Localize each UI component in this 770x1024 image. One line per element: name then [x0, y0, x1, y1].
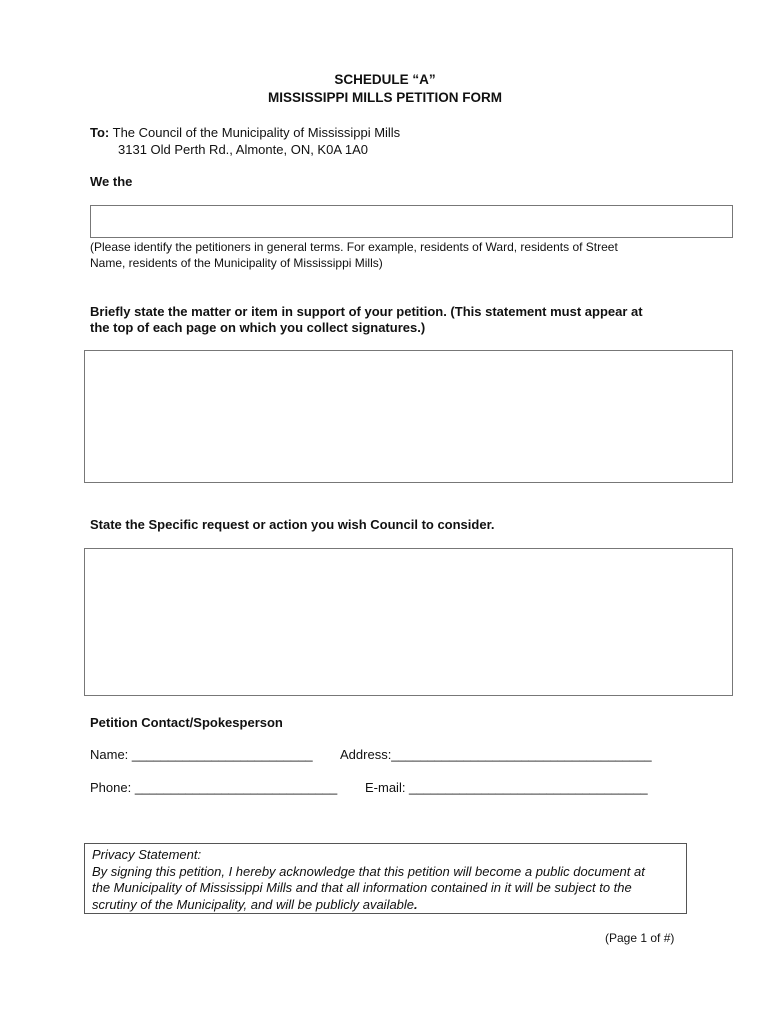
page-number: (Page 1 of #) — [605, 931, 675, 945]
schedule-heading: SCHEDULE “A” — [334, 72, 436, 87]
contact-name-field[interactable]: Name: _________________________ — [90, 747, 313, 762]
petitioners-field[interactable] — [90, 205, 733, 238]
form-title: MISSISSIPPI MILLS PETITION FORM — [267, 90, 502, 105]
request-label: State the Specific request or action you wish Council to consider. — [90, 517, 495, 532]
privacy-line-1: By signing this petition, I hereby acknowledge that this petition will become a public document at — [92, 863, 645, 879]
privacy-line-3-text: scrutiny of the Municipality, and will be publicly available — [92, 896, 415, 912]
contact-email-field[interactable]: E-mail: _________________________________ — [365, 780, 648, 795]
petitioners-hint-line-1: (Please identify the petitioners in general terms. For example, residents of Ward, residents of Street — [90, 240, 618, 254]
contact-address-field[interactable]: Address:____________________________________ — [340, 747, 652, 762]
matter-label-line-2: the top of each page on which you collect signatures.) — [90, 320, 426, 335]
contact-phone-field[interactable]: Phone: ____________________________ — [90, 780, 338, 795]
recipient-name: The Council of the Municipality of Mississippi Mills — [112, 125, 401, 140]
matter-textarea[interactable] — [84, 350, 733, 483]
request-textarea[interactable] — [84, 548, 733, 696]
petitioners-hint-line-2: Name, residents of the Municipality of Mississippi Mills) — [90, 256, 383, 270]
privacy-title: Privacy Statement: — [92, 847, 202, 862]
contact-heading: Petition Contact/Spokesperson — [90, 715, 283, 730]
privacy-line-2: the Municipality of Mississippi Mills and that all information contained in it will be subject to the — [92, 880, 632, 895]
privacy-statement-box — [84, 843, 687, 914]
to-label: To: — [90, 125, 110, 140]
matter-label-line-1: Briefly state the matter or item in support of your petition. (This statement must appear at — [90, 304, 643, 319]
petitioners-label: We the — [90, 174, 133, 189]
recipient-address: 3131 Old Perth Rd., Almonte, ON, K0A 1A0 — [118, 142, 369, 157]
privacy-line-3 — [92, 897, 680, 914]
privacy-period: . — [414, 896, 418, 912]
recipient-line-1 — [90, 124, 400, 141]
